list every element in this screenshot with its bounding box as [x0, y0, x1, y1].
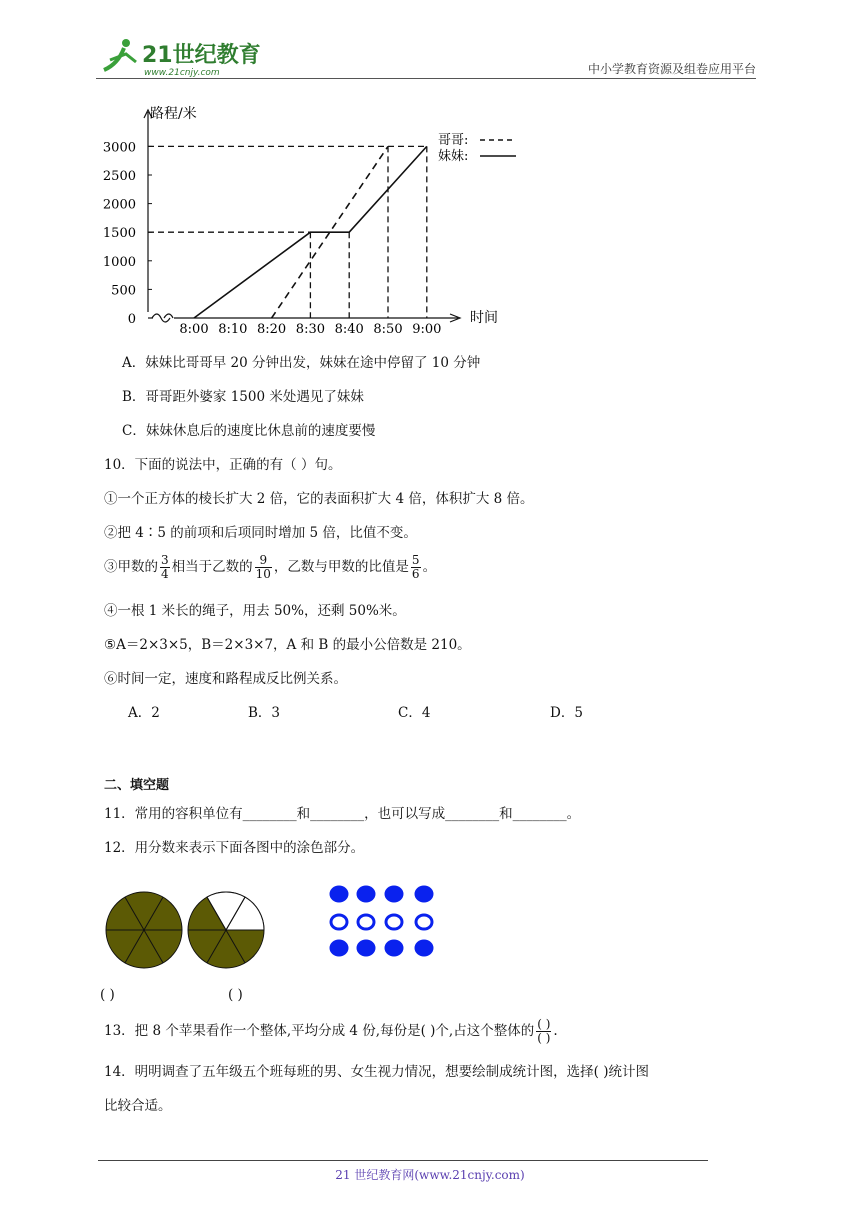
x-axis-label: 时间: [470, 310, 498, 326]
legend-label: 哥哥:: [438, 133, 469, 148]
distance-time-chart: [96, 98, 536, 340]
q9-option-b: B．哥哥距外婆家 1500 米处遇见了妹妹: [122, 389, 364, 405]
q12-pie-figures: [100, 884, 270, 974]
q12-dot-grid: [322, 880, 446, 964]
x-tick-label: 8:00: [179, 322, 209, 337]
footer-divider: [98, 1160, 708, 1161]
q14-line-1: 14．明明调查了五年级五个班每班的男、女生视力情况，想要绘制成统计图，选择( )统计图: [104, 1064, 650, 1080]
q10-s3-part-a: ③甲数的: [104, 559, 158, 575]
pie-full-shaded: [106, 892, 182, 968]
q10-option-b: B．3: [248, 705, 281, 721]
q13-text: [104, 1014, 558, 1048]
x-axis-break: [152, 314, 170, 322]
logo-text: 21世纪教育: [142, 43, 261, 68]
q10-option-a: A．2: [128, 705, 160, 721]
q12-answer-blank-2: ( ): [228, 987, 243, 1003]
site-logo: [96, 34, 266, 80]
q10-statement-1: ①一个正方体的棱长扩大 2 倍，它的表面积扩大 4 倍，体积扩大 8 倍。: [104, 491, 534, 507]
q10-statement-4: ④一根 1 米长的绳子，用去 50%，还剩 50%米。: [104, 603, 406, 619]
x-tick-label: 8:10: [218, 322, 248, 337]
fraction-5-6: $\frac{5}{6}$: [411, 553, 420, 581]
q14-line-2: 比较合适。: [104, 1098, 172, 1114]
y-tick-label: 2500: [102, 169, 136, 184]
q13-part-a: 13．把 8 个苹果看作一个整体,平均分成 4 份,每份是( )个,占这个整体的: [104, 1023, 535, 1039]
q10-statement-6: ⑥时间一定，速度和路程成反比例关系。: [104, 671, 347, 687]
dot-row-hollow: [331, 915, 432, 929]
fraction-3-4: $\frac{3}{4}$: [161, 553, 169, 581]
q10-s3-part-c: ，乙数与甲数的比值是: [273, 559, 409, 575]
q10-statement-3: [104, 552, 436, 582]
y-tick-label: 2000: [102, 197, 136, 213]
q10-statement-5: ⑤A＝2×3×5，B＝2×3×7，A 和 B 的最小公倍数是 210。: [104, 637, 471, 653]
x-tick-label: 8:20: [256, 322, 287, 337]
pie-partial-shaded: [188, 892, 264, 968]
section-title-fill-in: 二、填空题: [104, 778, 170, 793]
header-platform-text: 中小学教育资源及组卷应用平台: [587, 62, 756, 76]
q10-option-d: D．5: [550, 705, 583, 721]
logo-url: www.21cnjy.com: [144, 68, 220, 78]
q9-option-c: C．妹妹休息后的速度比休息前的速度要慢: [122, 423, 376, 439]
y-axis-label: 路程/米: [150, 106, 197, 122]
q12-text: 12．用分数来表示下面各图中的涂色部分。: [104, 840, 365, 856]
q10-s3-part-e: 。: [422, 559, 437, 575]
legend-label: 妹妹:: [438, 149, 469, 164]
q10-statement-2: ②把 4∶5 的前项和后项同时增加 5 倍，比值不变。: [104, 525, 417, 541]
q13-part-b: .: [553, 1023, 558, 1039]
q11-text: 11．常用的容积单位有________和________，也可以写成________和________。: [104, 806, 581, 822]
q13-fraction-blank: $\frac{( )}{( )}$: [537, 1017, 551, 1045]
dot-row-filled-top: [330, 886, 434, 903]
q10-option-c: C．4: [398, 705, 431, 721]
x-tick-label: 9:00: [412, 322, 442, 337]
footer-site-text: 21 世纪教育网(www.21cnjy.com): [335, 1168, 525, 1182]
q10-s3-part-b: 相当于乙数的: [171, 559, 253, 575]
y-tick-label: 1000: [102, 254, 136, 270]
x-tick-label: 8:40: [334, 322, 364, 337]
fraction-9-10: $\frac{9}{10}$: [255, 553, 271, 581]
x-tick-label: 8:50: [373, 322, 403, 337]
q10-stem: 10．下面的说法中，正确的有（ ）句。: [104, 457, 342, 473]
dot-row-filled-bottom: [330, 940, 434, 957]
y-tick-label: 0: [127, 312, 136, 327]
y-tick-label: 1500: [102, 226, 136, 242]
x-tick-label: 8:30: [295, 322, 326, 337]
header-divider: [96, 78, 756, 79]
y-tick-label: 3000: [102, 140, 136, 156]
x-axis-break-2: [164, 314, 173, 318]
q9-option-a: A．妹妹比哥哥早 20 分钟出发，妹妹在途中停留了 10 分钟: [122, 355, 481, 371]
q12-answer-blank-1: ( ): [100, 987, 115, 1003]
y-tick-label: 500: [111, 283, 136, 299]
